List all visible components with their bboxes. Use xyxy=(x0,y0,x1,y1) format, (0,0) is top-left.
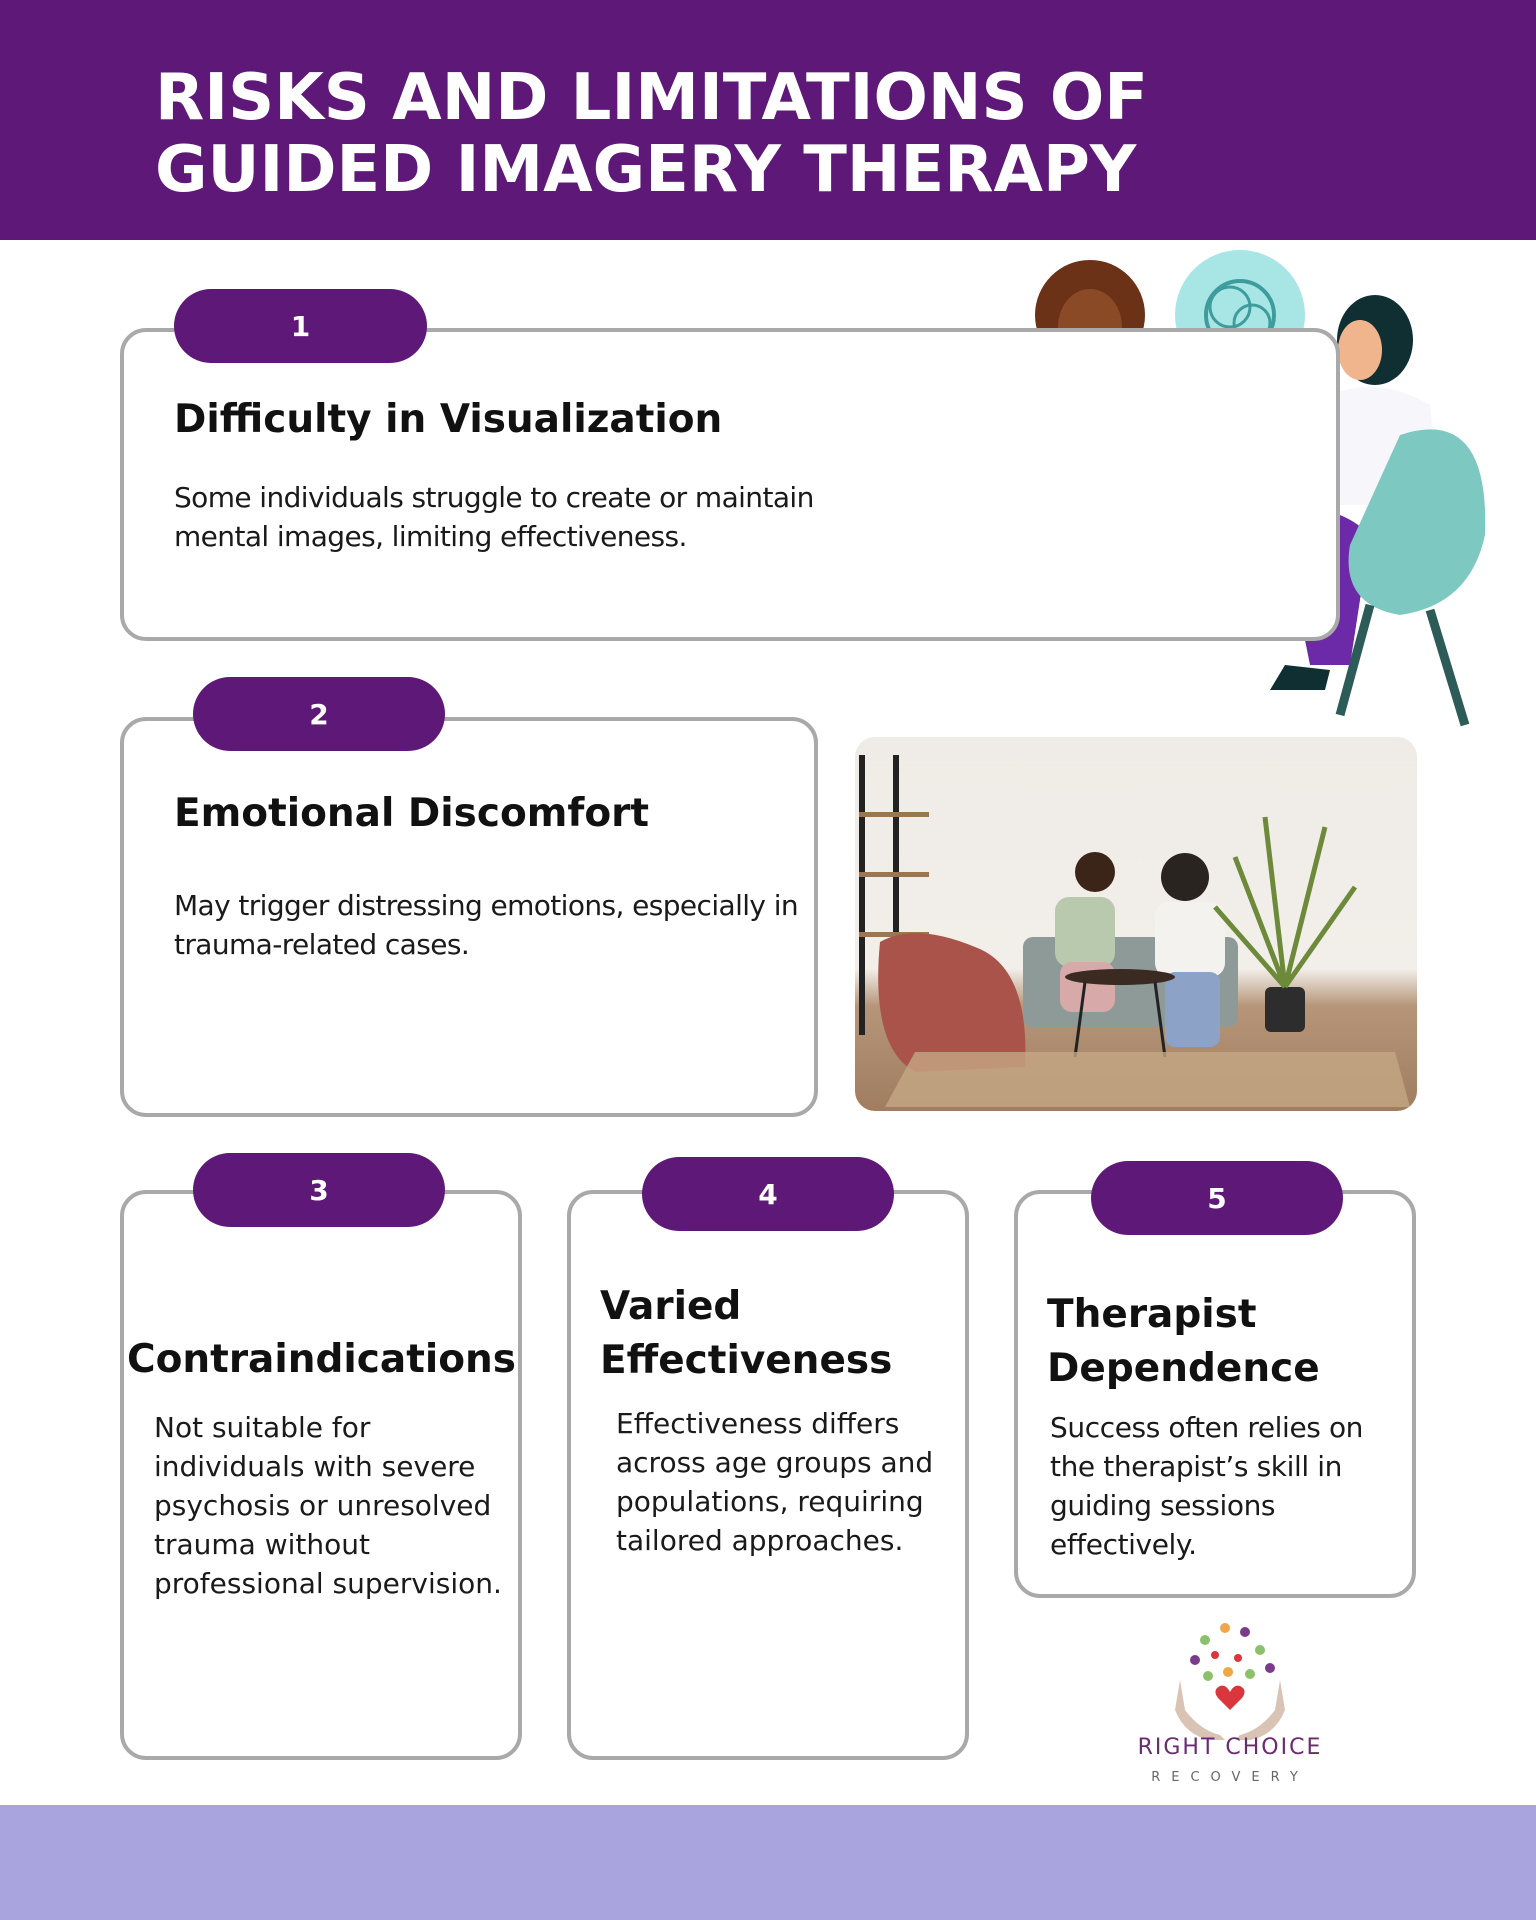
page-title-line-2: GUIDED IMAGERY THERAPY xyxy=(155,133,1137,207)
risk-description-5: Success often relies on the therapist’s skill in guiding sessions effectively. xyxy=(1050,1411,1364,1561)
number-badge-3: 3 xyxy=(193,1153,445,1227)
photo-scene-icon xyxy=(855,737,1417,1111)
number-badge-1: 1 xyxy=(174,289,427,363)
risk-title-2: Emotional Discomfort xyxy=(174,791,650,836)
logo-subtitle: RECOVERY xyxy=(1151,1770,1309,1785)
header-banner xyxy=(0,0,1536,240)
risk-title-5: Therapist Dependence xyxy=(1047,1292,1320,1391)
risk-title-1: Difficulty in Visualization xyxy=(174,397,723,442)
number-badge-4: 4 xyxy=(642,1157,894,1231)
number-badge-2: 2 xyxy=(193,677,445,751)
therapy-session-photo xyxy=(855,737,1417,1111)
number-badge-5: 5 xyxy=(1091,1161,1343,1235)
footer-band xyxy=(0,1805,1536,1920)
risk-description-4: Effectiveness differs across age groups and populations, requiring tailored approaches. xyxy=(616,1407,934,1557)
risk-description-2: May trigger distressing emotions, especially in trauma-related cases. xyxy=(174,889,799,961)
logo-hands-heart-icon xyxy=(1130,1610,1330,1790)
risk-title-4: Varied Effectiveness xyxy=(600,1284,893,1383)
risk-title-3: Contraindications xyxy=(127,1337,517,1382)
risk-description-1: Some individuals struggle to create or maintain mental images, limiting effectiveness. xyxy=(174,481,814,553)
logo-name: RIGHT CHOICE xyxy=(1137,1735,1323,1760)
page-title xyxy=(155,62,1455,206)
risk-description-3: Not suitable for individuals with severe psychosis or unresolved trauma without professional supervision. xyxy=(154,1411,502,1600)
page-title-line-1: RISKS AND LIMITATIONS OF xyxy=(155,61,1148,135)
